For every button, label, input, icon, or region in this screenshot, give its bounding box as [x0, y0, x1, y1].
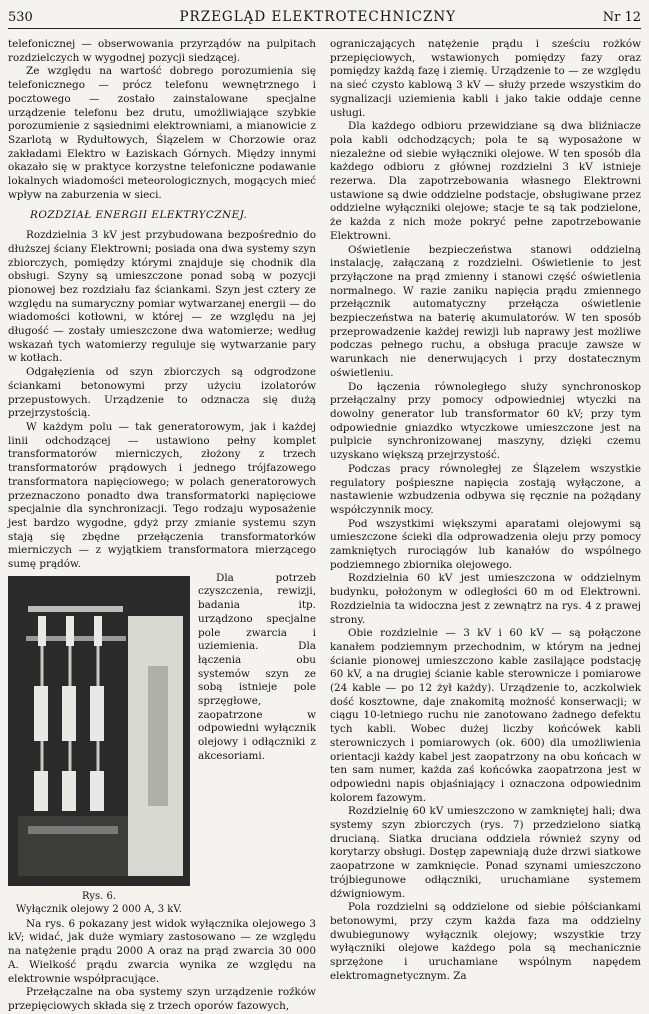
- paragraph: Oświetlenie bezpieczeństwa stanowi oddzielną instalację, załączaną z rozdzielni. Oświetlenie to jest przyłączone na prąd zmienny i stanowi część oświetlenia normalnego. W razie zaniku napięcia prądu zmiennego przełącznik automatyczny przełącza oświetlenie bezpieczeństwa na baterię akumulatorów. W ten sposób przeprowadzenie każdej rewizji lub naprawy jest możliwe podczas pełnego ruchu, a obsługa pracuje zawsze w warunkach nie denerwujących i przy dostatecznym oświetleniu.: [330, 243, 641, 379]
- paragraph: Odgałęzienia od szyn zbiorczych są odgrodzone ściankami betonowymi przy użyciu izolatorów przepustowych. Urządzenie to odznacza się dużą przejrzystością.: [8, 366, 316, 420]
- paragraph: Pod wszystkimi większymi aparatami olejowymi są umieszczone ścieki dla odprowadzenia oleju przy pomocy zamkniętych rurociągów lub kanałów do wspólnego podziemnego zbiornika olejowego.: [330, 517, 641, 571]
- page-number: 530: [8, 9, 33, 25]
- journal-title: PRZEGLĄD ELEKTROTECHNICZNY: [179, 9, 457, 25]
- paragraph: Do łączenia równoległego służy synchronoskop przełączalny przy pomocy odpowiedniej wtyczki na dowolny generator lub transformator 60 kV; przy tym odpowiednie gniazdko wtyczkowe umieszczone jest na pulpicie synchronizowanej maszyny, dzięki czemu uzyskano większą przejrzystość.: [330, 380, 641, 462]
- paragraph: telefonicznej — obserwowania przyrządów na pulpitach rozdzielczych w wygodnej pozycji siedzącej.: [8, 38, 316, 64]
- paragraph: Podczas pracy równoległej ze Ślązelem wszystkie regulatory pośpieszne napięcia zostają wyłączone, a nastawienie wzbudzenia odbywa się ręcznie na pożądany współczynnik mocy.: [330, 462, 641, 516]
- issue-number: Nr 12: [602, 9, 641, 25]
- paragraph: Na rys. 6 pokazany jest widok wyłącznika olejowego 3 kV; widać, jak duże wymiary zastosowano — ze względu na natężenie prądu 2000 A oraz na prąd zwarcia 30 000 A. Wielkość prądu zwarcia wynika ze względu na elektrownie współpracujące.: [8, 917, 316, 985]
- paragraph: ograniczających natężenie prądu i sześciu rożków przepięciowych, wstawionych pomiędzy fazy oraz pomiędzy każdą fazę i ziemię. Urządzenie to — ze względu na sieć czysto kablową 3 kV — służy przede wszystkim do sygnalizacji uziemienia kabli i jako takie oddaje cenne usługi.: [330, 38, 641, 119]
- paragraph: Dla potrzeb czyszczenia, rewizji, badania itp. urządzono specjalne pole zwarcia i uziemienia. Dla łączenia obu systemów szyn ze sobą istnieje pole sprzęgłowe, zaopatrzone w odpowiedni wyłącznik olejowy i odłączniki z akcesoriami.: [198, 571, 316, 762]
- figure-label: Rys. 6.: [81, 890, 117, 902]
- paragraph: Ze względu na wartość dobrego porozumienia się telefonicznego — prócz telefonu wewnętrznego i pocztowego — zostało zainstalowane specjalne urządzenie telefonu bez drutu, umożliwiające szybkie porozumienie z sąsiednimi elektrowniami, a mianowicie z Szarlotą w Rydułtowych, Ślązelem w Chorzowie oraz zakładami Elektro w Łaziskach Górnych. Między innymi okazało się w praktyce korzystne telefoniczne podawanie lokalnych wiadomości meteorologicznych, mogących mieć wpływ na zaburzenia w sieci.: [8, 65, 316, 201]
- figure-6: [8, 576, 190, 916]
- paragraph: Dla każdego odbioru przewidziane są dwa bliźniacze pola kabli odchodzących; pola te są wyposażone w niezależne od siebie wyłączniki olejowe. W ten sposób dla każdego odbioru z głównej rozdzielni 3 kV istnieje rezerwa. Dla zapotrzebowania własnego Elektrowni ustawione są dwie oddzielne podstacje, obsługiwane przez oddzielne wyłączniki olejowe; stacje te są tak podzielone, że każda z nich może pokryć pełne zapotrzebowanie Elektrowni.: [330, 120, 641, 242]
- paragraph: Rozdzielnia 3 kV jest przybudowana bezpośrednio do dłuższej ściany Elektrowni; posiada ona dwa systemy szyn zbiorczych, pomiędzy którymi znajduje się chodnik dla obsługi. Szyny są umieszczone ponad sobą w pozycji pionowej bez rozdziału faz ściankami. Szyn jest cztery ze względu na sumaryczny pomiar wytwarzanej energii — do wiadomości kotłowni, w której — ze względu na jej długość — zostały umieszczone dwa watomierze; według wskazań tych watomierzy reguluje się wytwarzanie pary w kotłach.: [8, 229, 316, 365]
- paragraph: Rozdzielnię 60 kV umieszczono w zamkniętej hali; dwa systemy szyn zbiorczych (rys. 7) przedzielono siatką drucianą. Siatka druciana oddziela również szyny od korytarzy obsługi. Dostęp zapewniają duże drzwi siatkowe zaopatrzone w zamknięcie. Ponad szynami umieszczono trójbiegunowe odłączniki, uruchamiane systemem dźwigniowym.: [330, 805, 641, 900]
- paragraph: Rozdzielnia 60 kV jest umieszczona w oddzielnym budynku, położonym w odległości 60 m od Elektrowni. Rozdzielnia ta widoczna jest z zewnątrz na rys. 4 z prawej strony.: [330, 572, 641, 626]
- figure-caption: Wyłącznik olejowy 2 000 A, 3 kV.: [16, 903, 182, 915]
- section-heading: ROZDZIAŁ ENERGII ELEKTRYCZNEJ.: [30, 209, 248, 222]
- paragraph: Przełączalne na oba systemy szyn urządzenie roźków przepięciowych składa się z trzech oporów fazowych,: [8, 986, 316, 1012]
- page-header: [8, 6, 641, 29]
- paragraph: Obie rozdzielnie — 3 kV i 60 kV — są połączone kanałem podziemnym przechodnim, w którym na jednej ścianie pionowej umieszczono kable zasilające podstację 60 kV, a na drugiej ścianie kable sterownicze i pomiarowe (24 kable — po 12 żył każdy). Urządzenie to, aczkolwiek dość kosztowne, daje znakomitą możność konserwacji; w ciągu 10-letniego ruchu nie zanotowano żadnego defektu tych kabli. Wobec dużej liczby końcówek kabli sterowniczych i pomiarowych (ok. 600) dla umożliwienia orientacji każdy kabel jest zaopatrzony na obu końcach w ten sam numer, każda zaś końcówka zaopatrzona jest w odpowiedni napis objaśniający i oznaczona odpowiednim kolorem fazowym.: [330, 627, 641, 804]
- paragraph: W każdym polu — tak generatorowym, jak i każdej linii odchodzącej — ustawiono pełny komplet transformatorów mierniczych, złożony z trzech transformatorów prądowych i jednego trójfazowego transformatora napięciowego; w polach generatorowych przeznaczono ponadto dwa transformatorki napięciowe specjalnie dla synchronizacji. Tego rodzaju wyposażenie jest bardzo wygodne, gdyż przy zmianie systemu szyn stają się zbędne przełączenia transformatorków mierniczych — z wyjątkiem transformatora mierzącego sumę prądów.: [8, 420, 316, 571]
- left-column: [8, 38, 316, 1014]
- right-column: [330, 38, 641, 984]
- oil-circuit-breaker-photo: [8, 576, 190, 886]
- paragraph: Pola rozdzielni są oddzielone od siebie półściankami betonowymi, przy czym każda faza ma oddzielny dwubiegunowy wyłącznik olejowy; wszystkie trzy wyłączniki olejowe każdego pola są mechanicznie sprzężone i uruchamiane wspólnym napędem elektromagnetycznym. Za: [330, 901, 641, 982]
